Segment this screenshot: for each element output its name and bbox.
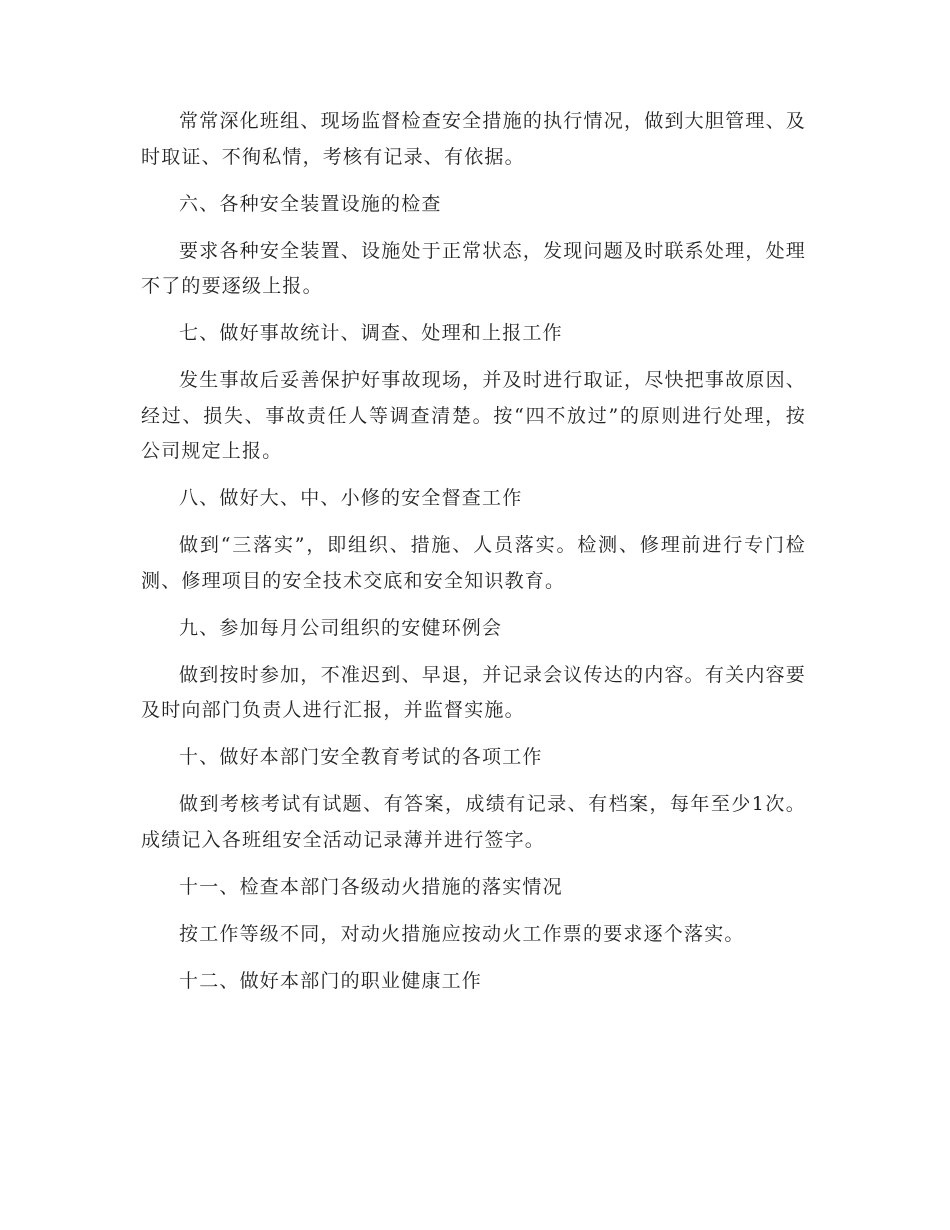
section-heading-7: 七、做好事故统计、调查、处理和上报工作 [179, 322, 563, 344]
paragraph-monthly-meeting: 做到按时参加，不准迟到、早退，并记录会议传达的内容。有关内容要及时向部门负责人进行汇报，并监督实施。 [141, 663, 806, 721]
section-heading-6: 六、各种安全装置设施的检查 [179, 192, 442, 215]
paragraph-safety-devices: 要求各种安全装置、设施处于正常状态，发现问题及时联系处理，处理不了的要逐级上报。 [141, 239, 806, 297]
paragraph-safety-exam: 做到考核考试有试题、有答案，成绩有记录、有档案，每年至少1次。成绩记入各班组安全活动记录薄并进行签字。 [141, 793, 806, 851]
section-heading-12: 十二、做好本部门的职业健康工作 [179, 969, 483, 992]
document-body [141, 104, 806, 1011]
section-heading-8: 八、做好大、中、小修的安全督查工作 [179, 487, 523, 509]
section-heading-11: 十一、检查本部门各级动火措施的落实情况 [179, 875, 563, 898]
section-heading-10: 十、做好本部门安全教育考试的各项工作 [179, 746, 543, 768]
paragraph-hot-work: 按工作等级不同，对动火措施应按动火工作票的要求逐个落实。 [179, 922, 745, 945]
paragraph-repair-supervision: 做到“三落实”，即组织、措施、人员落实。检测、修理前进行专门检测、修理项目的安全技术交底和安全知识教育。 [141, 534, 806, 592]
section-heading-9: 九、参加每月公司组织的安健环例会 [179, 616, 503, 639]
paragraph-accident-handling: 发生事故后妥善保护好事故现场，并及时进行取证，尽快把事故原因、经过、损失、事故责任人等调查清楚。按“四不放过”的原则进行处理，按公司规定上报。 [141, 369, 806, 462]
paragraph-supervision: 常常深化班组、现场监督检查安全措施的执行情况，做到大胆管理、及时取证、不徇私情，考核有记录、有依据。 [141, 110, 806, 168]
